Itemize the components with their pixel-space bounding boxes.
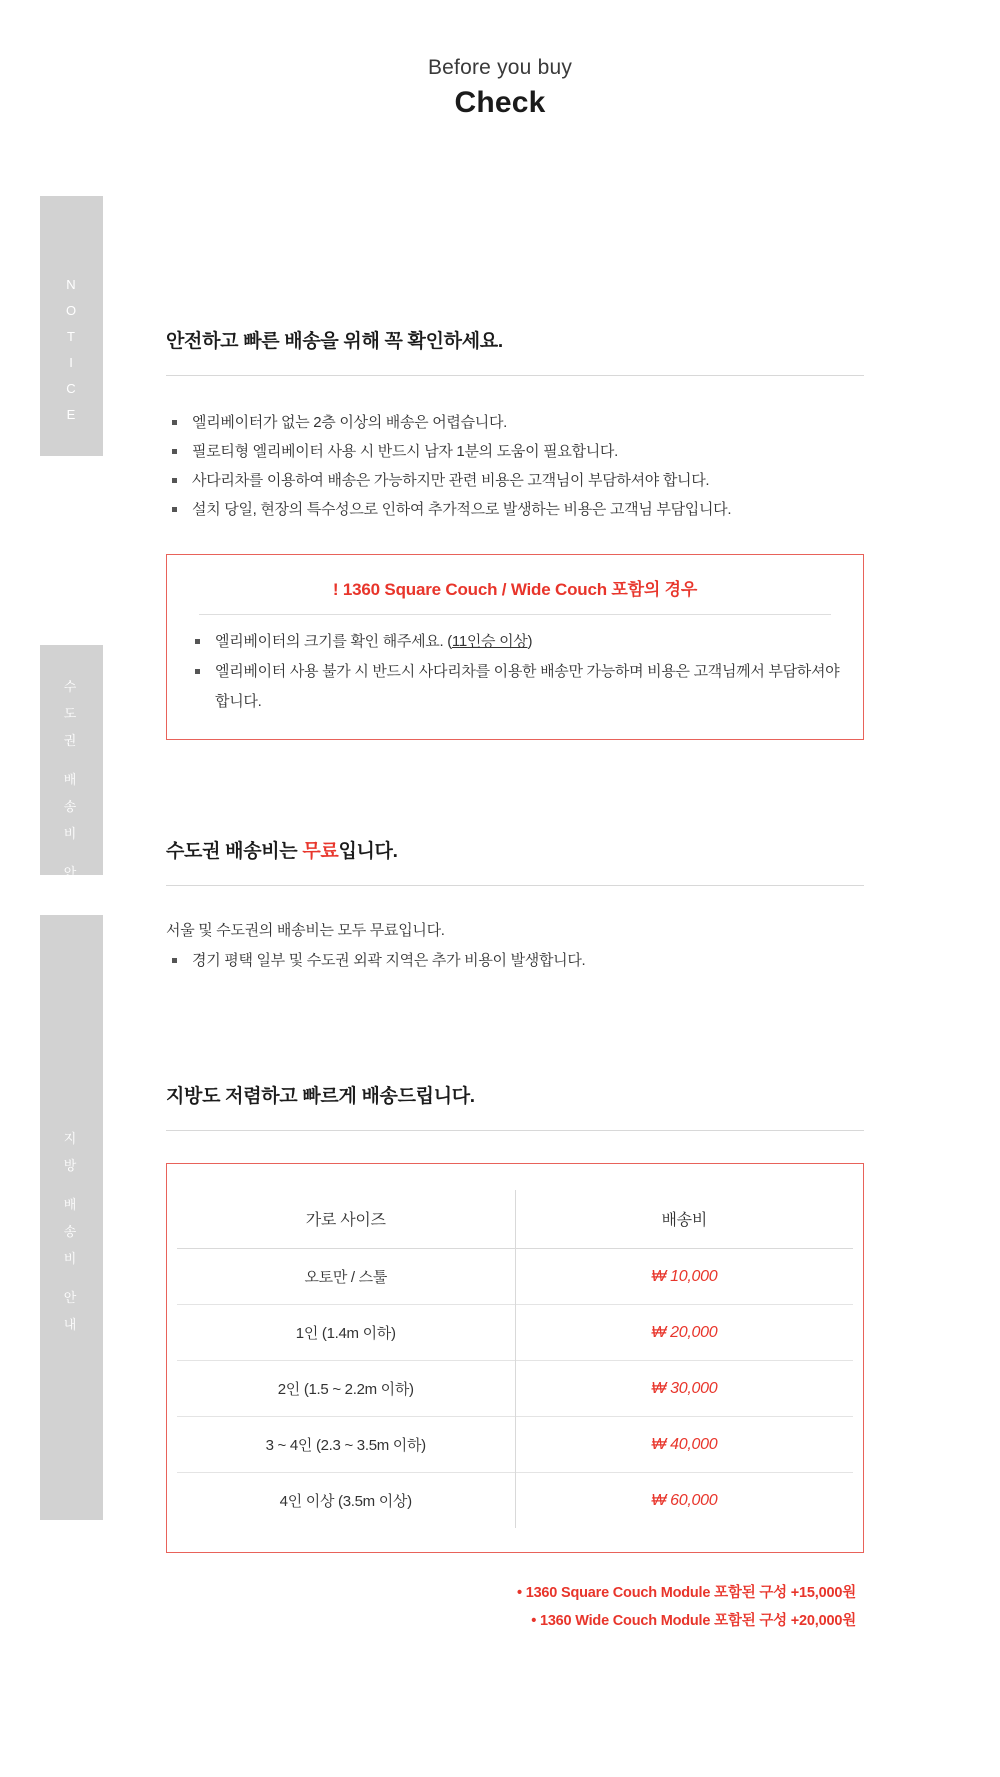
side-tab-local-letter: 방	[63, 1158, 80, 1173]
side-tab-notice-letter: N	[66, 277, 77, 292]
side-tab-local-letter: 지	[63, 1131, 80, 1146]
side-tab-gap	[44, 1272, 99, 1284]
list-item: 엘리베이터 사용 불가 시 반드시 사다리차를 이용한 배송만 가능하며 비용은 고객님께서 부담하셔야 합니다.	[189, 657, 841, 717]
local-divider	[166, 1130, 864, 1131]
metro-title-pre: 수도권 배송비는	[166, 841, 303, 862]
footnote-item: • 1360 Square Couch Module 포함된 구성 +15,000원	[166, 1579, 856, 1607]
cell-fee: ₩ 20,000	[515, 1305, 853, 1361]
footnote-item: • 1360 Wide Couch Module 포함된 구성 +20,000원	[166, 1607, 856, 1635]
list-item: 경기 평택 일부 및 수도권 외곽 지역은 추가 비용이 발생합니다.	[166, 946, 864, 975]
cell-fee: ₩ 40,000	[515, 1417, 853, 1473]
side-tab-local-letter: 비	[63, 1251, 80, 1266]
side-tab-metro-letter: 권	[63, 733, 80, 748]
table-row	[177, 1473, 853, 1529]
warning-box	[166, 554, 864, 740]
side-tab-gap	[44, 1179, 99, 1191]
table-row	[177, 1305, 853, 1361]
side-tab-local-letter: 내	[63, 1317, 80, 1332]
cell-size: 3 ~ 4인 (2.3 ~ 3.5m 이하)	[265, 1437, 426, 1454]
notice-title: 안전하고 빠른 배송을 위해 꼭 확인하세요.	[166, 331, 503, 352]
side-tab-metro-letter: 안	[63, 865, 80, 880]
page-header	[0, 0, 1000, 120]
column-header-size: 가로 사이즈	[305, 1212, 386, 1229]
side-tab-local-shipping	[40, 915, 103, 1520]
side-tab-metro-letter: 수	[63, 679, 80, 694]
list-item: 사다리차를 이용하여 배송은 가능하지만 관련 비용은 고객님이 부담하셔야 합니다.	[166, 466, 864, 495]
warning-item-post: )	[527, 633, 533, 650]
metro-list	[166, 946, 864, 975]
list-item: 엘리베이터가 없는 2층 이상의 배송은 어렵습니다.	[166, 408, 864, 437]
side-tab-notice	[40, 196, 103, 456]
fee-table-box	[166, 1163, 864, 1553]
cell-size: 4인 이상 (3.5m 이상)	[279, 1493, 412, 1510]
side-tab-metro-letter: 배	[63, 772, 80, 787]
side-tab-notice-letter: I	[69, 355, 74, 370]
warning-title: ! 1360 Square Couch / Wide Couch 포함의 경우	[332, 580, 698, 599]
metro-title	[166, 836, 864, 863]
warning-item-pre: 엘리베이터의 크기를 확인 해주세요. (	[215, 633, 452, 650]
side-tab-metro-letter: 내	[63, 892, 80, 907]
header-subtitle: Before you buy	[427, 56, 573, 79]
cell-fee: ₩ 60,000	[515, 1473, 853, 1529]
side-tab-notice-letter: C	[66, 381, 77, 396]
side-tab-local-letter: 안	[63, 1290, 80, 1305]
side-tab-metro-shipping	[40, 645, 103, 907]
cell-size: 1인 (1.4m 이하)	[295, 1325, 396, 1342]
local-title: 지방도 저렴하고 빠르게 배송드립니다.	[166, 1086, 475, 1107]
side-tab-gap	[44, 847, 99, 859]
warning-divider	[199, 614, 831, 615]
list-item: 필로티형 엘리베이터 사용 시 반드시 남자 1분의 도움이 필요합니다.	[166, 437, 864, 466]
footnotes	[166, 1579, 864, 1635]
section-metro-shipping	[166, 740, 864, 975]
cell-size: 오토만 / 스툴	[304, 1269, 388, 1286]
warning-list	[189, 627, 841, 717]
table-row	[177, 1361, 853, 1417]
side-tab-metro-letter: 비	[63, 826, 80, 841]
cell-fee: ₩ 30,000	[515, 1361, 853, 1417]
cell-size: 2인 (1.5 ~ 2.2m 이하)	[277, 1381, 414, 1398]
page-title: Check	[454, 86, 546, 119]
list-item: 설치 당일, 현장의 특수성으로 인하여 추가적으로 발생하는 비용은 고객님 부담입니다.	[166, 495, 864, 524]
side-tab-local-letter: 배	[63, 1197, 80, 1212]
table-header-row	[177, 1190, 853, 1249]
bottom-spacer	[166, 1635, 864, 1755]
fee-table	[177, 1190, 853, 1528]
notice-list	[166, 408, 864, 524]
side-tab-notice-letter: E	[66, 407, 77, 422]
table-row	[177, 1417, 853, 1473]
section-local-shipping	[166, 975, 864, 1635]
section-notice	[166, 120, 864, 740]
warning-item-underline: 11인승 이상	[451, 633, 528, 650]
fee-table-head	[177, 1190, 853, 1249]
metro-note: 서울 및 수도권의 배송비는 모두 무료입니다.	[166, 922, 445, 939]
cell-fee: ₩ 10,000	[515, 1249, 853, 1305]
side-tab-metro-letter: 도	[63, 706, 80, 721]
metro-body	[166, 916, 864, 975]
notice-divider	[166, 375, 864, 376]
side-tab-local-letter: 송	[63, 1224, 80, 1239]
side-tab-gap	[44, 754, 99, 766]
fee-table-body	[177, 1249, 853, 1529]
side-tab-notice-letter: T	[67, 329, 76, 344]
side-tab-metro-letter: 송	[63, 799, 80, 814]
metro-title-post: 입니다.	[338, 841, 398, 862]
metro-title-free: 무료	[302, 841, 339, 862]
side-tab-notice-letter: O	[65, 303, 78, 318]
metro-divider	[166, 885, 864, 886]
table-row	[177, 1249, 853, 1305]
list-item	[189, 627, 841, 657]
content-column	[166, 120, 864, 1755]
column-header-fee: 배송비	[515, 1190, 853, 1249]
